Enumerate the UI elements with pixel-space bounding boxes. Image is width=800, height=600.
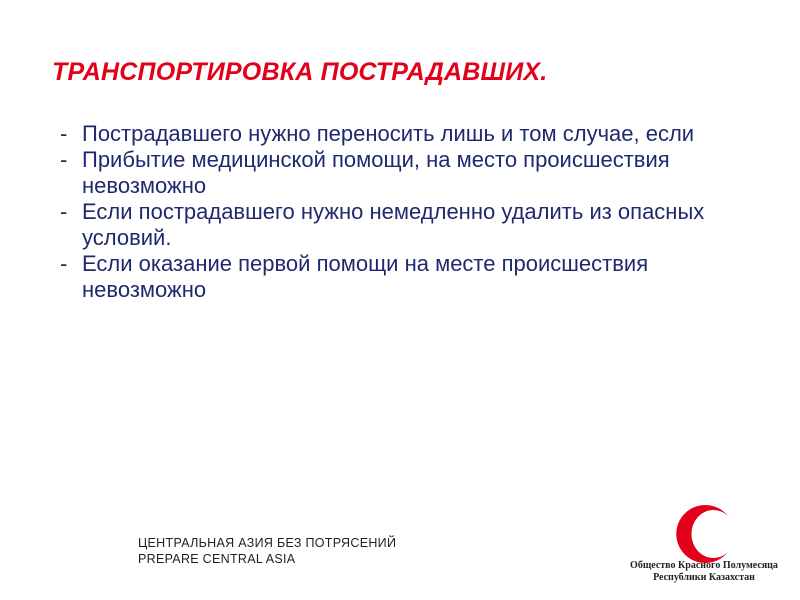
- crescent-shape: [676, 505, 728, 563]
- list-item: [60, 251, 750, 303]
- bullet-text: Если пострадавшего нужно немедленно удалить из опасных условий.: [82, 199, 705, 250]
- organization-logo: [618, 500, 790, 592]
- list-item: [60, 121, 750, 147]
- logo-caption: [618, 560, 790, 584]
- bullet-text: Пострадавшего нужно переносить лишь и том случае, если: [82, 121, 695, 146]
- bullet-dash: -: [60, 199, 68, 224]
- red-crescent-icon: [668, 504, 738, 564]
- logo-caption-line-1: Общество Красного Полумесяца: [630, 560, 778, 571]
- footer-tagline: [138, 535, 396, 567]
- footer-line-1: ЦЕНТРАЛЬНАЯ АЗИЯ БЕЗ ПОТРЯСЕНИЙ: [138, 536, 397, 550]
- bullet-text: Если оказание первой помощи на месте происшествия невозможно: [82, 251, 649, 302]
- footer-line-2: PREPARE CENTRAL ASIA: [138, 552, 296, 566]
- list-item: [60, 147, 750, 199]
- bullet-list: [60, 121, 750, 303]
- bullet-dash: -: [60, 121, 68, 146]
- list-item: [60, 199, 750, 251]
- slide-title: ТРАНСПОРТИРОВКА ПОСТРАДАВШИХ.: [52, 58, 548, 86]
- bullet-dash: -: [60, 251, 68, 276]
- bullet-text: Прибытие медицинской помощи, на место происшествия невозможно: [82, 147, 670, 198]
- bullet-dash: -: [60, 147, 68, 172]
- logo-caption-line-2: Республики Казахстан: [653, 572, 755, 583]
